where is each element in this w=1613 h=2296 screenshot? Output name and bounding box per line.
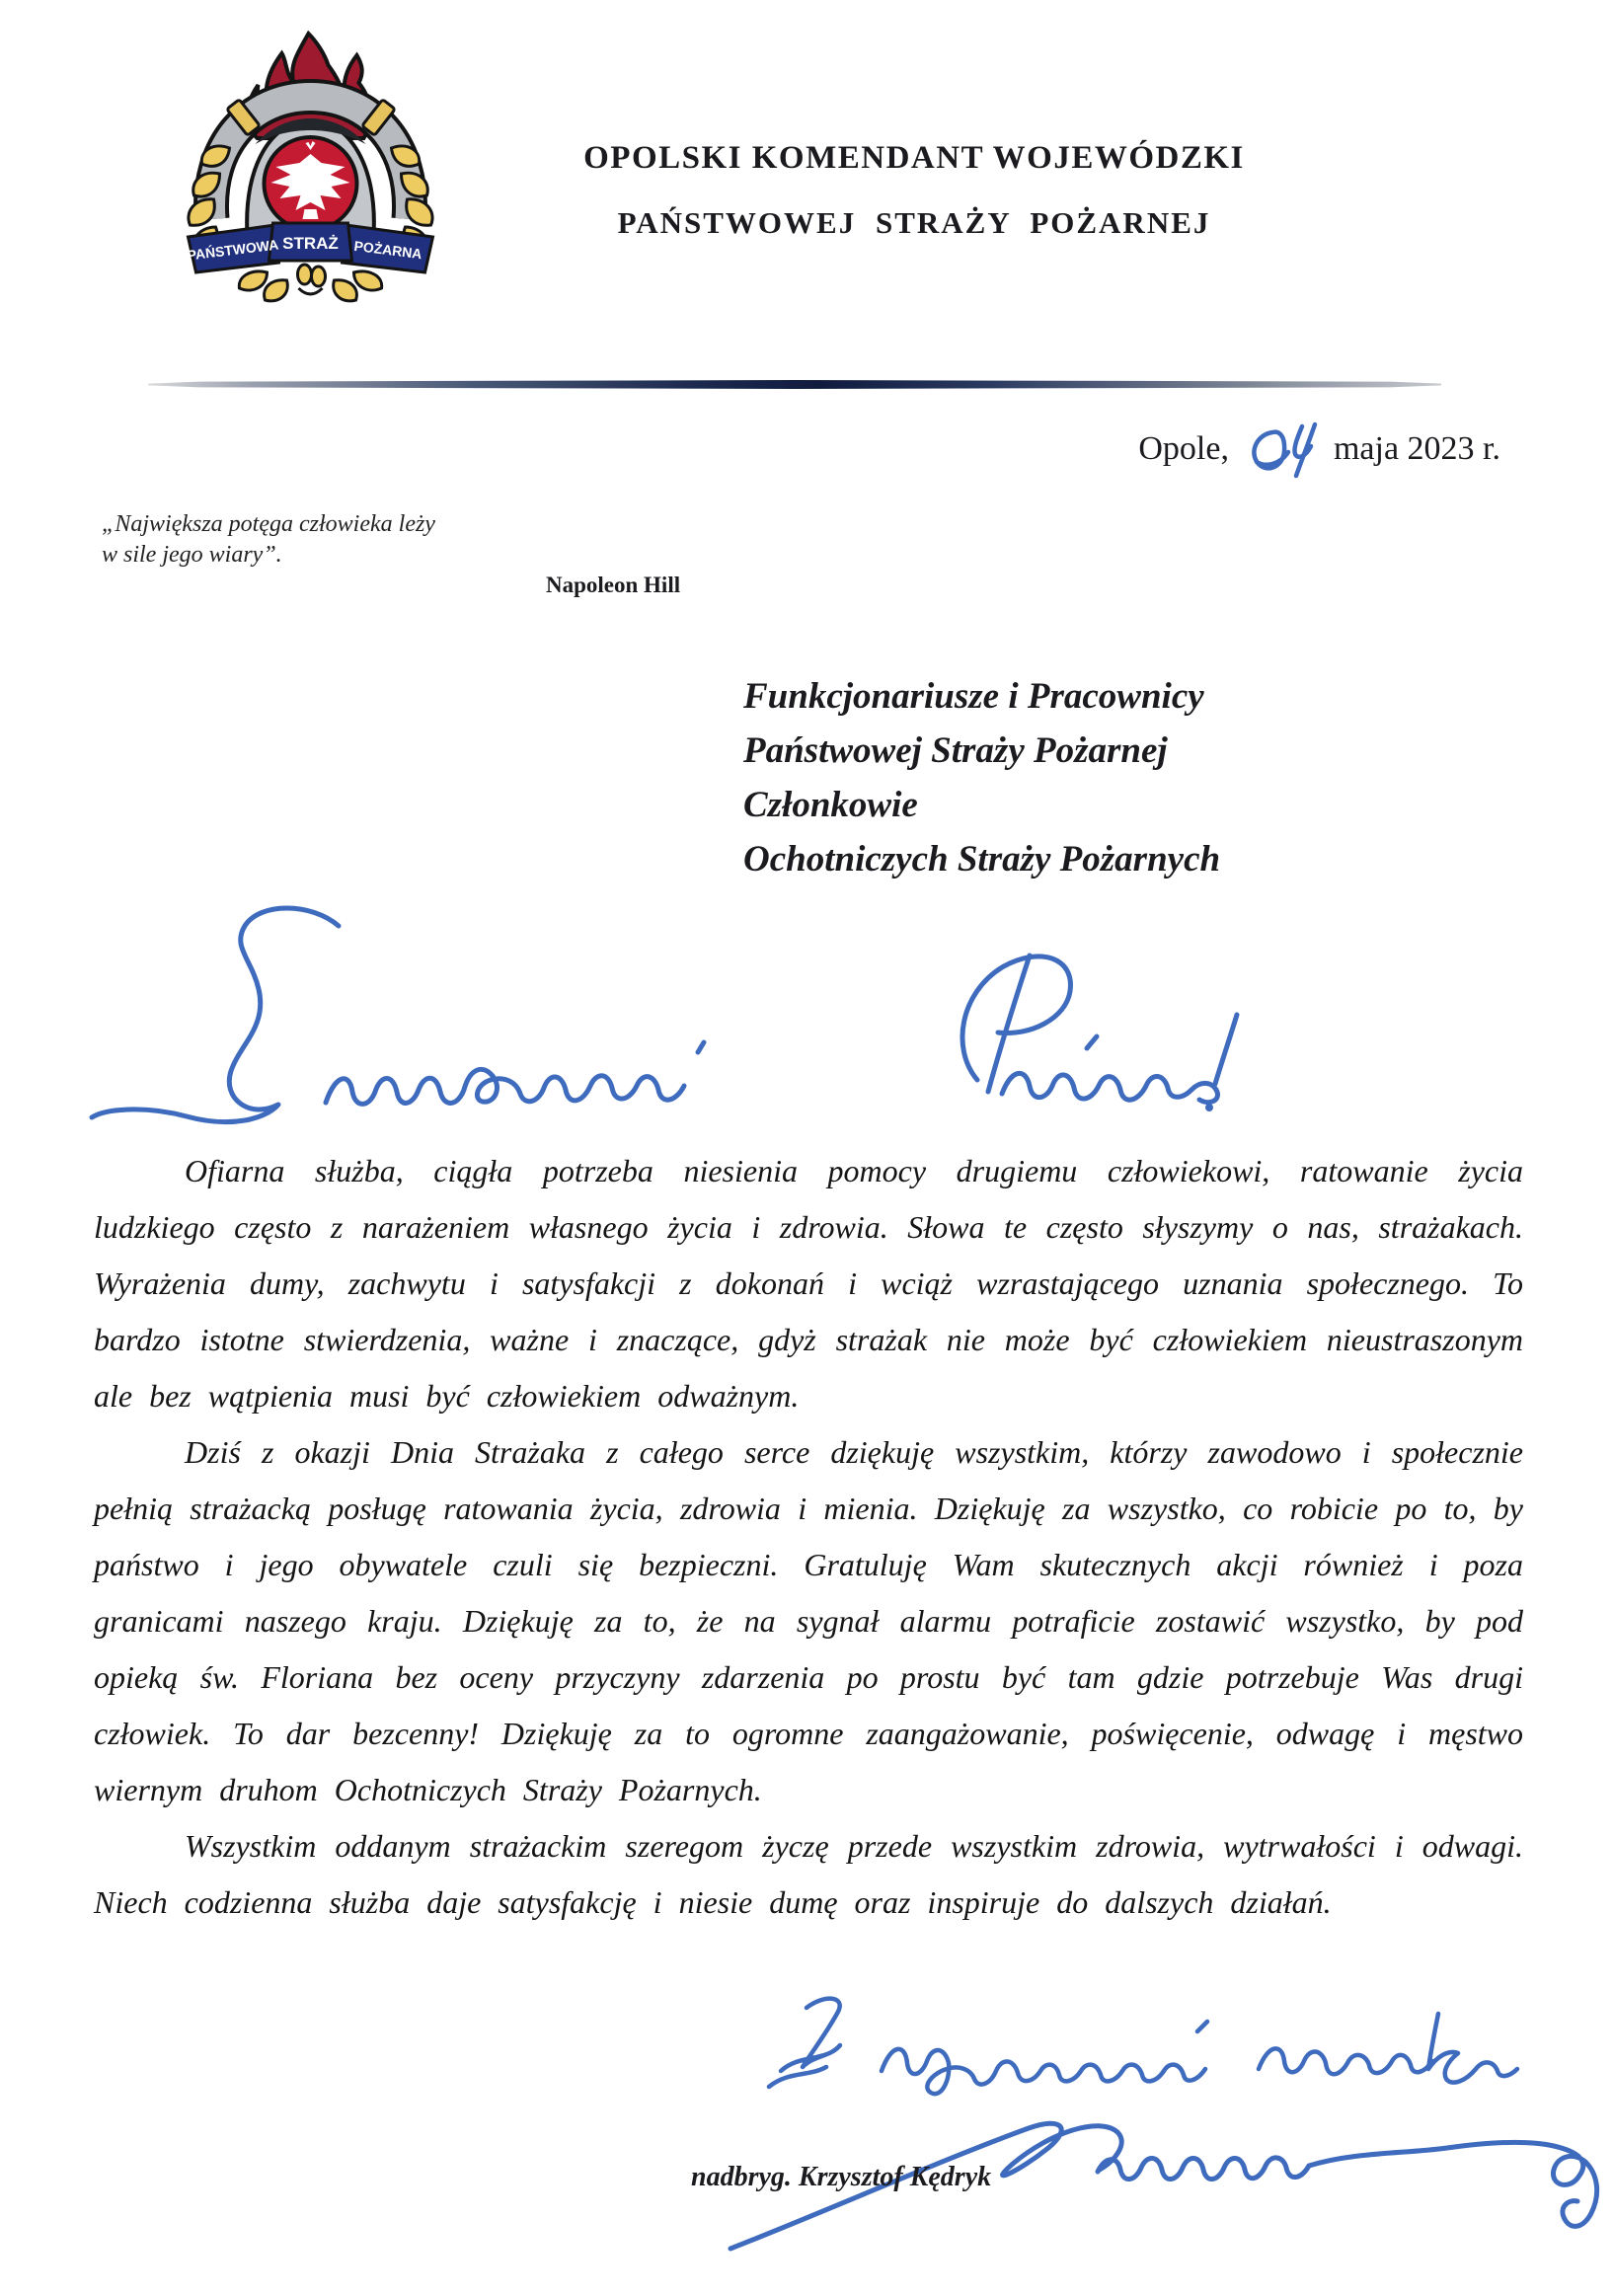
body-paragraph-2: Dziś z okazji Dnia Strażaka z całego serce dziękuję wszystkim, którzy zawodowo i społecznie pełnią strażacką posługę ratowania życia, zdrowia i mienia. Dziękuję za wszystko, co robicie po to, by państwo i jego obywatele czuli się bezpieczni. Gratuluję Wam skutecznych akcji również i poza granicami naszego kraju. Dziękuję za to, że na sygnał alarmu potraficie zostawić wszystko, by pod opieką św. Floriana bez oceny przyczyny zdarzenia po prostu być tam gdzie potrzebuje Was drugi człowiek. To dar bezcenny! Dziękuję za to ogromne zaangażowanie, poświęcenie, odwagę i męstwo wiernym druhom Ochotniczych Straży Pożarnych. bbox=[94, 1434, 1523, 1807]
dateline-rest: maja 2023 r. bbox=[1333, 430, 1500, 467]
handwritten-closing-icon bbox=[755, 1986, 1525, 2110]
letter-body bbox=[94, 1143, 1523, 1931]
ribbon-banner bbox=[187, 223, 433, 272]
motto-line1: „Największa potęga człowieka leży bbox=[102, 511, 435, 537]
org-name-line1: OPOLSKI KOMENDANT WOJEWÓDZKI bbox=[583, 140, 1245, 176]
addressee-line: Ochotniczych Straży Pożarnych bbox=[743, 839, 1221, 880]
handwritten-day bbox=[1243, 419, 1320, 480]
org-name-line2: PAŃSTWOWEJ STRAŻY POŻARNEJ bbox=[617, 205, 1211, 240]
signature-name: nadbryg. Krzysztof Kędryk bbox=[691, 2162, 992, 2192]
addressee-block bbox=[743, 669, 1375, 886]
header-divider bbox=[148, 380, 1441, 389]
body-paragraph-1: Ofiarna służba, ciągła potrzeba niesienia pomocy drugiemu człowiekowi, ratowanie życia ludzkiego często z narażeniem własnego życia i zdrowia. Słowa te często słyszymy o nas, strażakach. Wyrażenia dumy, zachwytu i satysfakcji z dokonań i wciąż wzrastającego uznania społecznego. To bardzo istotne stwierdzenia, ważne i znaczące, gdyż strażak nie może być człowiekiem nieustraszonym ale bez wątpienia musi być człowiekiem odważnym. bbox=[94, 1153, 1523, 1414]
letterhead bbox=[415, 140, 1414, 241]
dateline-city: Opole, bbox=[1138, 430, 1229, 467]
addressee-line: Państwowej Straży Pożarnej bbox=[743, 730, 1168, 771]
motto-author: Napoleon Hill bbox=[546, 573, 681, 597]
body-paragraph-3: Wszystkim oddanym strażackim szeregom życzę przede wszystkim zdrowia, wytrwałości i odwagi. Niech codzienna służba daje satysfakcję i niesie dumę oraz inspiruje do dalszych działań. bbox=[94, 1828, 1523, 1920]
handwritten-salutation-icon bbox=[84, 898, 1254, 1133]
ribbon-text-center: STRAŻ bbox=[282, 234, 339, 253]
ribbon-text-left: PAŃSTWOWA bbox=[186, 236, 280, 264]
motto-line2: w sile jego wiary”. bbox=[102, 542, 282, 568]
handwritten-salutation bbox=[84, 898, 1254, 1133]
addressee-line: Członkowie bbox=[743, 785, 918, 825]
motto-quote bbox=[102, 509, 615, 571]
ribbon-text-right: POŻARNA bbox=[352, 237, 423, 263]
addressee-line: Funkcjonariusze i Pracownicy bbox=[743, 676, 1204, 717]
dateline bbox=[1027, 419, 1500, 480]
branch-bottom bbox=[239, 265, 381, 301]
handwritten-closing bbox=[755, 1986, 1525, 2110]
handwritten-day-icon bbox=[1243, 419, 1320, 480]
